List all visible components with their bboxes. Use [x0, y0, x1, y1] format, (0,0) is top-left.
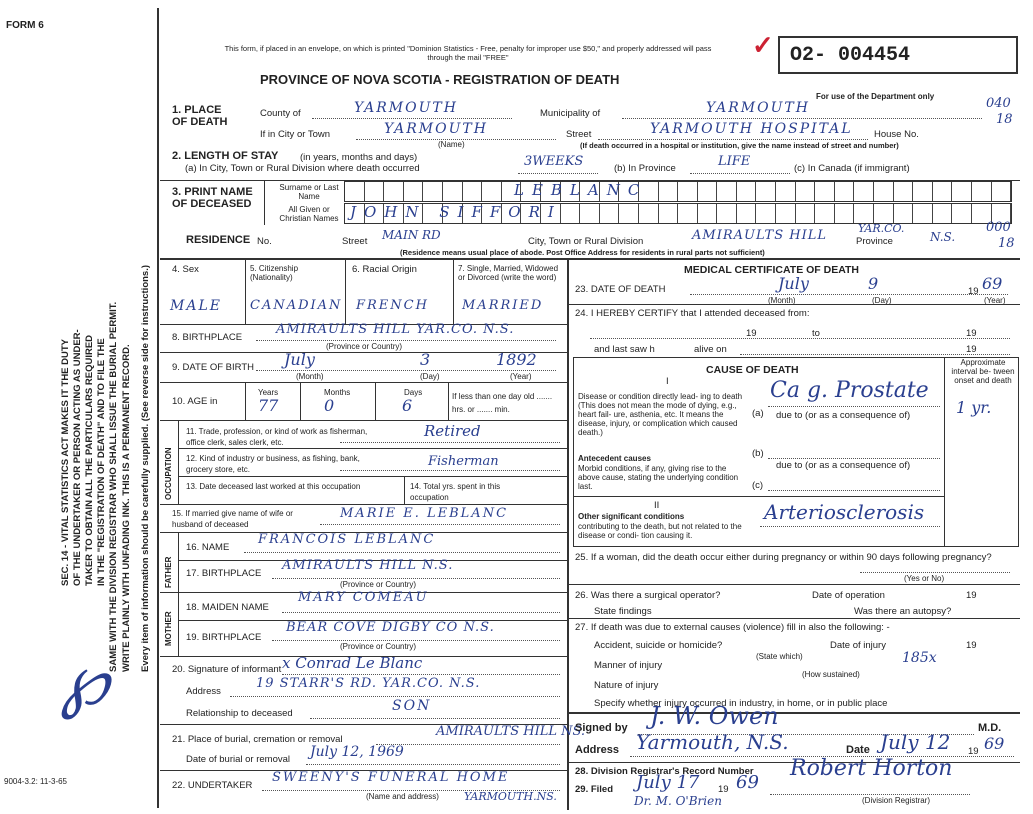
mother-bp-label: 19. BIRTHPLACE: [186, 632, 262, 643]
page-title: PROVINCE OF NOVA SCOTIA - REGISTRATION OF DEATH: [260, 72, 620, 87]
rule-f: [160, 420, 567, 421]
mother-bp-value: BEAR COVE DIGBY CO N.S.: [286, 620, 495, 635]
q26-label: 26. Was there a surgical operator?: [575, 590, 721, 601]
racial-origin-value: FRENCH: [356, 298, 429, 313]
specify-label: Specify whether injury occurred in industry, in home, or in public place: [594, 698, 888, 709]
residence-city-value: AMIRAULTS HILL: [692, 228, 827, 243]
check-mark-icon: ✓: [752, 30, 774, 60]
side-text-6: WRITE PLAINLY WITH UNFADING INK. THIS IS A PERMANENT RECORD.: [121, 344, 132, 672]
undertaker-value: SWEENY'S FUNERAL HOME: [272, 770, 510, 785]
certify-19c: 19: [966, 344, 977, 355]
stay-c-label: (c) In Canada (if immigrant): [794, 163, 910, 174]
marital-value: MARRIED: [462, 298, 544, 313]
certify-to: to: [812, 328, 820, 339]
op-19: 19: [966, 590, 977, 601]
dob-year-sub: (Year): [510, 372, 532, 381]
rule-t: [567, 712, 1020, 714]
relationship-label: Relationship to deceased: [186, 708, 293, 719]
filed-19: 19: [718, 784, 729, 795]
other-value: Arteriosclerosis: [764, 500, 925, 524]
informant-sig-line: [282, 674, 560, 675]
place-of-death-label: 1. PLACE OF DEATH: [172, 104, 228, 128]
father-section: FATHER: [164, 556, 173, 588]
alive-line: [740, 354, 1010, 355]
antecedent-label: Antecedent causes: [578, 454, 651, 463]
father-name-value: FRANCOIS LEBLANC: [258, 532, 436, 547]
birthplace-label: 8. BIRTHPLACE: [172, 332, 243, 343]
how-sustained-label: (How sustained): [802, 670, 860, 679]
dept-code-3: 000: [986, 220, 1011, 235]
certify-19a: 19: [746, 328, 757, 339]
stay-a-value: 3WEEKS: [524, 154, 584, 169]
informant-address-value: 19 STARR'S RD. YAR.CO. N.S.: [256, 676, 481, 691]
age-div1: [245, 382, 246, 420]
dob-month-sub: (Month): [296, 372, 324, 381]
house-no-label: House No.: [874, 129, 919, 140]
residence-label: RESIDENCE: [186, 234, 251, 246]
burial-date-line: [306, 764, 560, 765]
dob-label: 9. DATE OF BIRTH: [172, 362, 254, 373]
dob-day: 3: [420, 350, 431, 369]
racial-origin-label: 6. Racial Origin: [352, 264, 417, 275]
residence-province-label: Province: [856, 236, 893, 247]
mother-bp-sub: (Province or Country): [340, 642, 417, 651]
cause-a-due: due to (or as a consequence of): [776, 410, 911, 421]
cause-a-label: (a): [752, 408, 764, 419]
division-registrar-label: (Division Registrar): [862, 796, 931, 805]
burial-place-label: 21. Place of burial, cremation or removal: [172, 734, 343, 745]
marital-label: 7. Single, Married, Widowed or Divorced (write the word): [458, 264, 559, 282]
alive-on-label: alive on: [694, 344, 727, 355]
dod-month: July: [778, 274, 809, 293]
initials-mark: ℘: [60, 639, 109, 721]
informant-sig-value: x Conrad Le Blanc: [282, 654, 423, 672]
informant-address-line: [230, 696, 560, 697]
rule-e: [160, 382, 567, 383]
mother-name-label: 18. MAIDEN NAME: [186, 602, 269, 613]
occupation-section: OCCUPATION: [164, 447, 173, 500]
spouse-line: [320, 524, 560, 525]
side-text-1: SEC. 14 - VITAL STATISTICS ACT MAKES IT THE DUTY: [60, 338, 71, 586]
certify-19b: 19: [966, 328, 977, 339]
certify-label: 24. I HEREBY CERTIFY that I attended deceased from:: [575, 308, 810, 319]
surname-grid: [344, 181, 1012, 202]
length-of-stay-label: 2. LENGTH OF STAY: [172, 150, 279, 162]
relationship-line: [310, 718, 560, 719]
manner-label: Manner of injury: [594, 660, 663, 671]
injury-date-value: 185x: [902, 650, 937, 666]
part-ii-label: II: [654, 500, 660, 511]
r4-div3: [453, 258, 454, 324]
residence-note: (Residence means usual place of abode. Post Office Address for residents in rural parts not sufficient): [400, 248, 765, 257]
form-code: 9004-3.2: 11-3-65: [4, 777, 68, 786]
side-text-3: TAKER TO OBTAIN ALL THE PARTICULARS REQUIRED: [84, 334, 95, 586]
industry-line: [340, 470, 560, 471]
registrar-line: [770, 794, 970, 795]
place-note: (If death occurred in a hospital or institution, give the name instead of street and number): [580, 141, 899, 150]
print-name-label: 3. PRINT NAME OF DECEASED: [172, 186, 253, 210]
spouse-label: 15. If married give name of wife or husband of deceased: [172, 509, 293, 529]
residence-street-value: MAIN RD: [382, 228, 441, 242]
dept-code-2: 18: [996, 112, 1013, 127]
rule-q: [567, 304, 1020, 305]
rule-s: [567, 618, 1020, 619]
doctor-address-value: Yarmouth, N.S.: [636, 730, 789, 754]
dod-year: 69: [982, 274, 1003, 293]
cause-b-label: (b): [752, 448, 764, 459]
county-value: YARMOUTH: [354, 100, 458, 116]
mother-name-value: MARY COMEAU: [298, 590, 429, 605]
rule-g: [178, 448, 567, 449]
undertaker-address: YARMOUTH.NS.: [464, 790, 557, 803]
father-bp-value: AMIRAULTS HILL N.S.: [282, 558, 454, 573]
cause-divider: [573, 496, 944, 497]
days-label: Days: [404, 388, 423, 397]
registration-number-box: [778, 36, 1018, 74]
father-name-label: 16. NAME: [186, 542, 230, 553]
q25-label: 25. If a woman, did the death occur either during pregnancy or within 90 days following pregnancy?: [575, 552, 992, 563]
street-value: YARMOUTH HOSPITAL: [650, 121, 853, 137]
cause-b-line: [768, 458, 940, 459]
cause-a-line: [768, 406, 940, 407]
doctor-date-19: 19: [968, 746, 979, 757]
dob-day-sub: (Day): [420, 372, 440, 381]
parent-side-div: [178, 532, 179, 656]
findings-label: State findings: [594, 606, 652, 617]
side-text-5: SAME WITH THE DIVISION REGISTRAR WHO SHALL ISSUE THE BURIAL PERMIT.: [108, 301, 119, 672]
years-label: Years: [258, 388, 279, 397]
nature-label: Nature of injury: [594, 680, 659, 691]
surname-label: Surname or Last Name: [279, 183, 339, 201]
md-label: M.D.: [978, 722, 1002, 734]
part-i-label: I: [666, 376, 669, 387]
industry-value: Fisherman: [428, 454, 499, 469]
doctor-date-label: Date: [846, 744, 870, 756]
stay-b-label: (b) In Province: [614, 163, 676, 174]
header-note: This form, if placed in an envelope, on which is printed "Dominion Statistics - Free, penalty for improper use $50," and properly addressed will pass through the mail "FREE": [224, 44, 712, 62]
occ-div: [404, 476, 405, 504]
industry-label: 12. Kind of industry or business, as fishing, bank, grocery store, etc.: [186, 454, 360, 474]
q27-label: 27. If death was due to external causes (violence) fill in also the following: -: [575, 622, 890, 633]
rule-r: [567, 584, 1020, 585]
age-div2: [300, 382, 301, 420]
filed-label: 29. Filed: [575, 784, 614, 795]
birthplace-value: AMIRAULTS HILL YAR.CO. N.S.: [276, 322, 515, 337]
form-label: FORM 6: [6, 20, 44, 31]
dob-month: July: [284, 350, 315, 369]
burial-place-value: AMIRAULTS HILL NS.: [436, 724, 586, 739]
birthplace-line: [256, 340, 556, 341]
cause-b-due: due to (or as a consequence of): [776, 460, 911, 471]
length-of-stay-sub: (in years, months and days): [300, 152, 418, 163]
citizenship-value: CANADIAN: [250, 298, 343, 313]
stay-b-line: [690, 173, 790, 174]
dod-day-sub: (Day): [872, 296, 892, 305]
signed-by-label: Signed by: [575, 722, 628, 734]
occ-side-div: [178, 420, 179, 504]
r4-div2: [345, 258, 346, 324]
father-bp-sub: (Province or Country): [340, 580, 417, 589]
months-label: Months: [324, 388, 351, 397]
op-date-label: Date of operation: [812, 590, 885, 601]
father-bp-label: 17. BIRTHPLACE: [186, 568, 262, 579]
other-sub: contributing to the death, but not related to the disease or condi- tion causing it.: [578, 522, 742, 540]
years-spent-label: 14. Total yrs. spent in this occupation: [410, 482, 501, 502]
birthplace-sub: (Province or Country): [326, 342, 403, 351]
relationship-value: SON: [392, 698, 432, 714]
municipality-value: YARMOUTH: [706, 100, 810, 116]
stay-b-value: LIFE: [718, 154, 751, 169]
municipality-label: Municipality of: [540, 108, 601, 119]
side-text-2: OF THE UNDERTAKER OR PERSON ACTING AS UNDER-: [72, 329, 83, 586]
state-which-label: (State which): [756, 652, 803, 661]
dod-line: [690, 294, 1008, 295]
trade-value: Retired: [424, 422, 481, 440]
dept-code-4: 18: [998, 236, 1015, 251]
mother-section: MOTHER: [164, 611, 173, 646]
margin-rule: [157, 8, 159, 808]
doctor-date-value: July 12: [880, 730, 951, 754]
spouse-value: MARIE E. LEBLANC: [340, 506, 509, 521]
mother-bp-line: [272, 640, 560, 641]
stay-a-label: (a) In City, Town or Rural Division where death occurred: [185, 163, 420, 174]
cause-a-value: Ca g. Prostate: [770, 378, 929, 403]
age-note: If less than one day old ....... hrs. or ....... min.: [452, 392, 553, 414]
undertaker-label: 22. UNDERTAKER: [172, 780, 253, 791]
side-text-4: IN THE "REGISTRATION OF DEATH" AND TO FILE THE: [96, 338, 107, 586]
given-names-label: All Given or Christian Names: [279, 205, 339, 223]
sex-label: 4. Sex: [172, 264, 199, 275]
city-name-sublabel: (Name): [438, 140, 465, 149]
municipality-line: [622, 118, 982, 119]
county-line: [312, 118, 512, 119]
burial-date-value: July 12, 1969: [310, 744, 404, 760]
county-label: County of: [260, 108, 301, 119]
dept-code-1: 040: [986, 96, 1011, 111]
trade-line: [340, 442, 560, 443]
registration-number: O2- 004454: [790, 44, 911, 67]
medical-title: MEDICAL CERTIFICATE OF DEATH: [684, 264, 859, 276]
surname-value: LEBLANC: [514, 181, 648, 199]
age-div4: [448, 382, 449, 420]
other-line: [760, 526, 940, 527]
age-div3: [375, 382, 376, 420]
yes-no-label: (Yes or No): [904, 574, 945, 583]
filed-year: 69: [736, 772, 759, 793]
dod-label: 23. DATE OF DEATH: [575, 284, 666, 295]
doctor-date-year: 69: [984, 734, 1005, 753]
last-saw-label: and last saw h: [594, 344, 655, 355]
side-text-7: Every item of information should be carefully supplied. (See reverse side for instructions.): [140, 264, 151, 672]
age-months: 0: [324, 396, 335, 415]
dept-use-label: For use of the Department only: [816, 92, 935, 101]
age-years: 77: [258, 396, 279, 415]
r4-div1: [245, 258, 246, 324]
informant-sig-label: 20. Signature of informant: [172, 664, 282, 675]
cause-c-label: (c): [752, 480, 764, 491]
street-line: [598, 139, 868, 140]
name-divider: [264, 181, 265, 225]
accident-label: Accident, suicide or homicide?: [594, 640, 723, 651]
residence-no-label: No.: [257, 236, 272, 247]
signed-by-value: J. W. Owen: [650, 702, 779, 730]
sex-value: MALE: [170, 298, 222, 314]
disease-label: Disease or condition directly lead- ing to death (This does not mean the mode of dying, e.g., heart fail- ure, asthenia, etc. It means the disease, injury, or complication which caused death.): [578, 392, 743, 437]
rule-h: [178, 476, 567, 477]
burial-date-label: Date of burial or removal: [186, 754, 291, 765]
age-days: 6: [402, 396, 413, 415]
dr-stamp: Dr. M. O'Brien: [634, 794, 722, 808]
city-value: YARMOUTH: [384, 121, 488, 137]
dod-year-prefix: 19: [968, 286, 979, 297]
city-label: If in City or Town: [260, 129, 331, 140]
registrar-signature: Robert Horton: [790, 756, 953, 781]
father-name-line: [244, 552, 560, 553]
injury-19: 19: [966, 640, 977, 651]
filed-value: July 17: [636, 772, 700, 793]
rule-b: [160, 258, 1020, 260]
street-label: Street: [566, 129, 592, 140]
given-names-value: JOHN SIFFORI: [350, 203, 562, 221]
record-number-label: 28. Division Registrar's Record Number: [575, 766, 754, 777]
residence-province-value: N.S.: [930, 230, 956, 244]
autopsy-label: Was there an autopsy?: [854, 606, 952, 617]
mother-name-line: [282, 612, 560, 613]
certify-line: [590, 338, 1010, 339]
residence-county-note: YAR.CO.: [858, 222, 905, 235]
interval-label: Approximate interval be- tween onset and death: [951, 358, 1015, 385]
stay-a-line: [518, 173, 598, 174]
age-label: 10. AGE in: [172, 396, 218, 407]
citizenship-label: 5. Citizenship (Nationality): [250, 264, 299, 282]
last-worked-label: 13. Date deceased last worked at this occupation: [186, 482, 361, 491]
cause-title: CAUSE OF DEATH: [706, 364, 799, 376]
dod-month-sub: (Month): [768, 296, 796, 305]
dob-year: 1892: [496, 350, 537, 369]
trade-label: 11. Trade, profession, or kind of work as fisherman, office clerk, sales clerk, etc.: [186, 427, 368, 447]
cause-interval-div: [944, 357, 945, 547]
father-bp-line: [272, 578, 560, 579]
dob-line: [256, 370, 556, 371]
residence-street-label: Street: [342, 236, 368, 247]
doctor-address-label: Address: [575, 744, 620, 756]
interval-a-value: 1 yr.: [956, 398, 992, 417]
cause-c-line: [768, 490, 940, 491]
rule-i: [160, 504, 567, 505]
dod-year-sub: (Year): [984, 296, 1006, 305]
informant-address-label: Address: [186, 686, 221, 697]
injury-date-label: Date of injury: [830, 640, 886, 651]
dod-day: 9: [868, 274, 879, 293]
other-label: Other significant conditions: [578, 512, 685, 521]
q25-line: [860, 572, 1010, 573]
residence-city-label: City, Town or Rural Division: [528, 236, 644, 247]
antecedent-sub: Morbid conditions, if any, giving rise to the above cause, stating the underlying condition last.: [578, 464, 739, 491]
undertaker-sub: (Name and address): [366, 792, 439, 801]
